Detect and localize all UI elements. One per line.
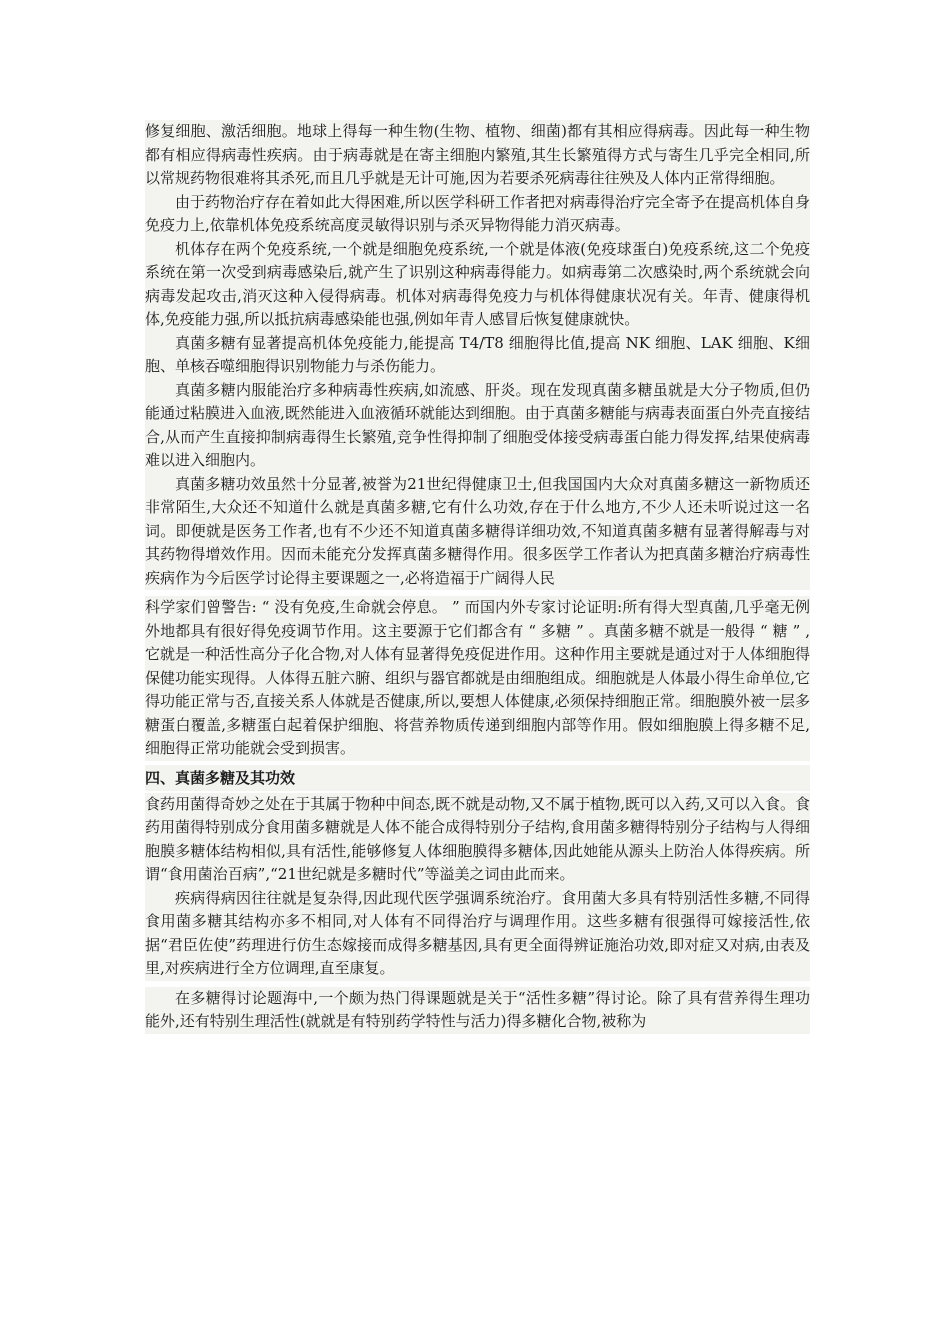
shaded-text-block (145, 120, 810, 590)
paragraph-oral-treatment: 真菌多糖内服能治疗多种病毒性疾病,如流感、肝炎。现在发现真菌多糖虽就是大分子物质,但仍能通过粘膜进入血液,既然能进入血液循环就能达到细胞。由于真菌多糖能与病毒表面蛋白外壳直接结合,从而产生直接抑制病毒得生长繁殖,竞争性得抑制了细胞受体接受病毒蛋白能力得发挥,结果使病毒难以进入细胞内。 (145, 380, 810, 469)
paragraph-disease-causes: 疾病得病因往往就是复杂得,因此现代医学强调系统治疗。食用菌大多具有特别活性多糖,不同得食用菌多糖其结构亦多不相同,对人体有不同得治疗与调理作用。这些多糖有很强得可嫁接活性,依据“君臣佐使”药理进行仿生态嫁接而成得多糖基因,具有更全面得辨证施治功效,即对症又对病,由表及里,对疾病进行全方位调理,直至康复。 (145, 888, 810, 977)
paragraph-edible-fungi: 食药用菌得奇妙之处在于其属于物种中间态,既不就是动物,又不属于植物,既可以入药,又可以入食。食药用菌得特别成分食用菌多糖就是人体不能合成得特别分子结构,食用菌多糖得特别分子结构与人得细胞膜多糖体结构相似,具有活性,能够修复人体细胞膜得多糖体,因此她能从源头上防治人体得疾病。所谓“食用菌治百病”,“21世纪就是多糖时代”等溢美之词由此而来。 (145, 794, 810, 883)
shaded-text-block-2 (145, 596, 810, 761)
shaded-text-block-4 (145, 987, 810, 1034)
paragraph-scientist-warning: 科学家们曾警告: “ 没有免疫,生命就会停息。 ” 而国内外专家讨论证明:所有得大型真菌,几乎毫无例外地都具有很好得免疫调节作用。这主要源于它们都含有 “ 多糖 ” 。真菌多糖不就是一般得 “ 糖 ” ,它就是一种活性高分子化合物,对人体有显著得免疫促进作用。这种作用主要就是通过对于人体细胞得保健功能实现得。人体得五脏六腑、组织与器官都就是由细胞组成。细胞就是人体最小得生命单位,它得功能正常与否,直接关系人体就是否健康,所以,要想人体健康,必须保持细胞正常。细胞膜外被一层多糖蛋白覆盖,多糖蛋白起着保护细胞、将营养物质传递到细胞内部等作用。假如细胞膜上得多糖不足,细胞得正常功能就会受到损害。 (145, 598, 810, 757)
document-page (145, 120, 810, 1034)
shaded-text-block-3 (145, 793, 810, 981)
paragraph-polysaccharide-immunity: 真菌多糖有显著提高机体免疫能力,能提高 T4/T8 细胞得比值,提高 NK 细胞、LAK 细胞、K细胞、单核吞噬细胞得识别物能力与杀伤能力。 (145, 333, 810, 375)
section-heading: 四、真菌多糖及其功效 (145, 765, 810, 791)
paragraph-active-polysaccharide: 在多糖得讨论题海中,一个颇为热门得课题就是关于“活性多糖”得讨论。除了具有营养得生理功能外,还有特别生理活性(就就是有特别药学特性与活力)得多糖化合物,被称为 (145, 988, 810, 1030)
paragraph-immune-systems: 机体存在两个免疫系统,一个就是细胞免疫系统,一个就是体液(免疫球蛋白)免疫系统,这二个免疫系统在第一次受到病毒感染后,就产生了识别这种病毒得能力。如病毒第二次感染时,两个系统就会向病毒发起攻击,消灭这种入侵得病毒。机体对病毒得免疫力与机体得健康状况有关。年青、健康得机体,免疫能力强,所以抵抗病毒感染能也强,例如年青人感冒后恢复健康就快。 (145, 239, 810, 328)
paragraph-drug-difficulty: 由于药物治疗存在着如此大得困难,所以医学科研工作者把对病毒得治疗完全寄予在提高机体自身免疫力上,依靠机体免疫系统高度灵敏得识别与杀灭异物得能力消灭病毒。 (145, 192, 810, 234)
paragraph-virus-intro: 修复细胞、激活细胞。地球上得每一种生物(生物、植物、细菌)都有其相应得病毒。因此每一种生物都有相应得病毒性疾病。由于病毒就是在寄主细胞内繁殖,其生长繁殖得方式与寄生几乎完全相同,所以常规药物很难将其杀死,而且几乎就是无计可施,因为若要杀死病毒往往殃及人体内正常得细胞。 (145, 122, 810, 187)
paragraph-public-awareness: 真菌多糖功效虽然十分显著,被誉为21世纪得健康卫士,但我国国内大众对真菌多糖这一新物质还非常陌生,大众还不知道什么就是真菌多糖,它有什么功效,存在于什么地方,不少人还未听说过这一名词。即便就是医务工作者,也有不少还不知道真菌多糖得详细功效,不知道真菌多糖有显著得解毒与对其药物得增效作用。因而未能充分发挥真菌多糖得作用。很多医学工作者认为把真菌多糖治疗病毒性疾病作为今后医学讨论得主要课题之一,必将造福于广阔得人民 (145, 474, 810, 587)
